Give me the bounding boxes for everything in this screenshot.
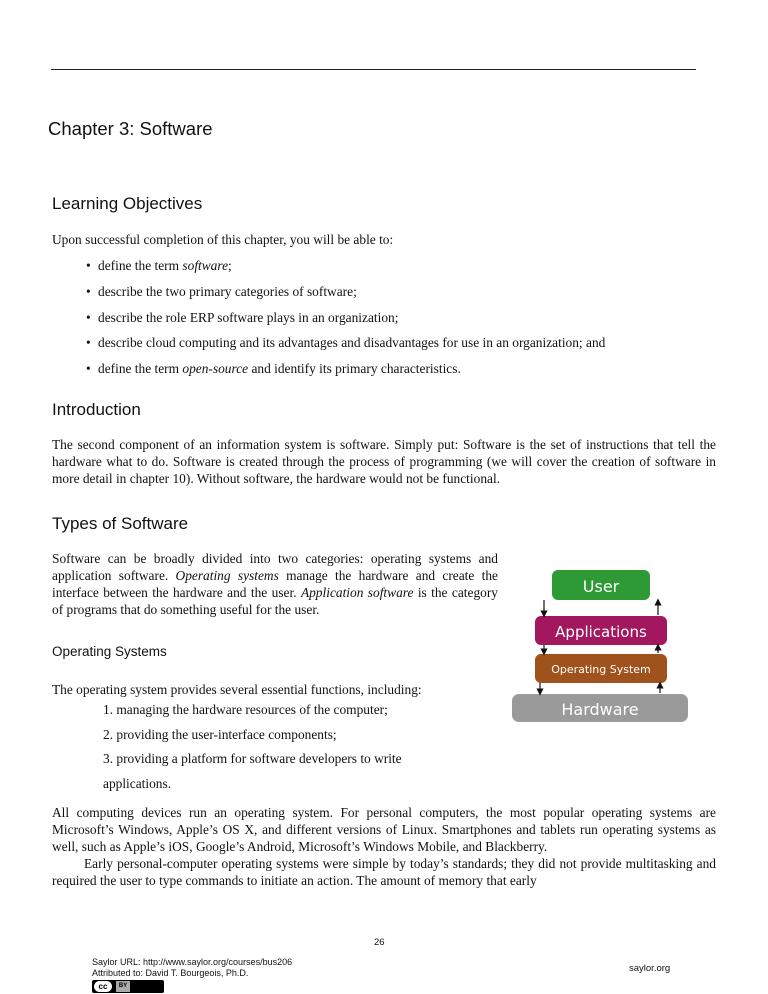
introduction-paragraph: The second component of an information system is software. Simply put: Software is the set of instructions that tell the hardware what to do. Software is created through the process of programming (we will cover the creation of software in more detail in chapter 10). Without software, the hardware would not be functional. <box>52 437 716 486</box>
os-function-item: applications. <box>103 775 172 791</box>
hardware-layer-label: Hardware <box>561 700 639 719</box>
objective-item: • define the term open-source and identify its primary characteristics. <box>86 361 461 377</box>
operating-systems-intro: The operating system provides several essential functions, including: <box>52 682 422 697</box>
footer-author: Attributed to: David T. Bourgeois, Ph.D. <box>92 968 249 978</box>
os-function-item: 1. managing the hardware resources of the computer; <box>103 702 388 717</box>
learning-objectives-intro: Upon successful completion of this chapter, you will be able to: <box>52 232 394 247</box>
page-number: 26 <box>374 937 385 948</box>
os-function-item: 2. providing the user-interface components; <box>103 726 337 742</box>
user-layer-label: User <box>582 577 620 596</box>
objectives-list <box>86 257 605 386</box>
types-of-software-heading: Types of Software <box>52 514 189 533</box>
by-icon: BY <box>116 981 130 992</box>
chapter-title: Chapter 3: Software <box>48 118 213 139</box>
operating-systems-heading: Operating Systems <box>52 644 167 659</box>
software-layers-diagram <box>508 566 692 726</box>
types-of-software-paragraph: Software can be broadly divided into two categories: operating systems and application software. Operating systems manage the hardware and create the interface between the hardware and the user. Application software is the category of programs that do something useful for the user. <box>52 551 498 617</box>
objective-item: • define the term software; <box>86 258 232 273</box>
os-function-item: 3. providing a platform for software developers to write <box>103 751 402 766</box>
os-paragraph-2: Early personal-computer operating systems were simple by today’s standards; they did not provide multitasking and required the user to type commands to initiate an action. The amount of memory that early <box>52 856 716 888</box>
footer-attribution <box>92 957 292 979</box>
os-paragraph-1: All computing devices run an operating system. For personal computers, the most popular operating systems are Microsoft’s Windows, Apple’s OS X, and different versions of Linux. Smartphones and tablets run operating systems as well, such as Apple’s iOS, Google’s Android, Microsoft’s Windows Mobile, and Blackberry. <box>52 805 716 854</box>
objective-item: • describe the role ERP software plays in an organization; <box>86 309 399 325</box>
cc-icon: cc <box>94 981 112 992</box>
applications-layer-label: Applications <box>555 623 647 641</box>
objective-item: • describe cloud computing and its advantages and disadvantages for use in an organization; and <box>86 335 606 351</box>
footer-site: saylor.org <box>629 963 671 974</box>
header-rule <box>51 69 696 70</box>
introduction-heading: Introduction <box>52 400 141 419</box>
cc-by-license-badge <box>92 980 164 993</box>
os-functions-list <box>103 701 402 799</box>
objective-item: • describe the two primary categories of software; <box>86 283 357 299</box>
learning-objectives-heading: Learning Objectives <box>52 194 203 213</box>
operating-system-layer-label: Operating System <box>551 663 651 676</box>
footer-url: Saylor URL: http://www.saylor.org/courses/bus206 <box>92 957 293 967</box>
